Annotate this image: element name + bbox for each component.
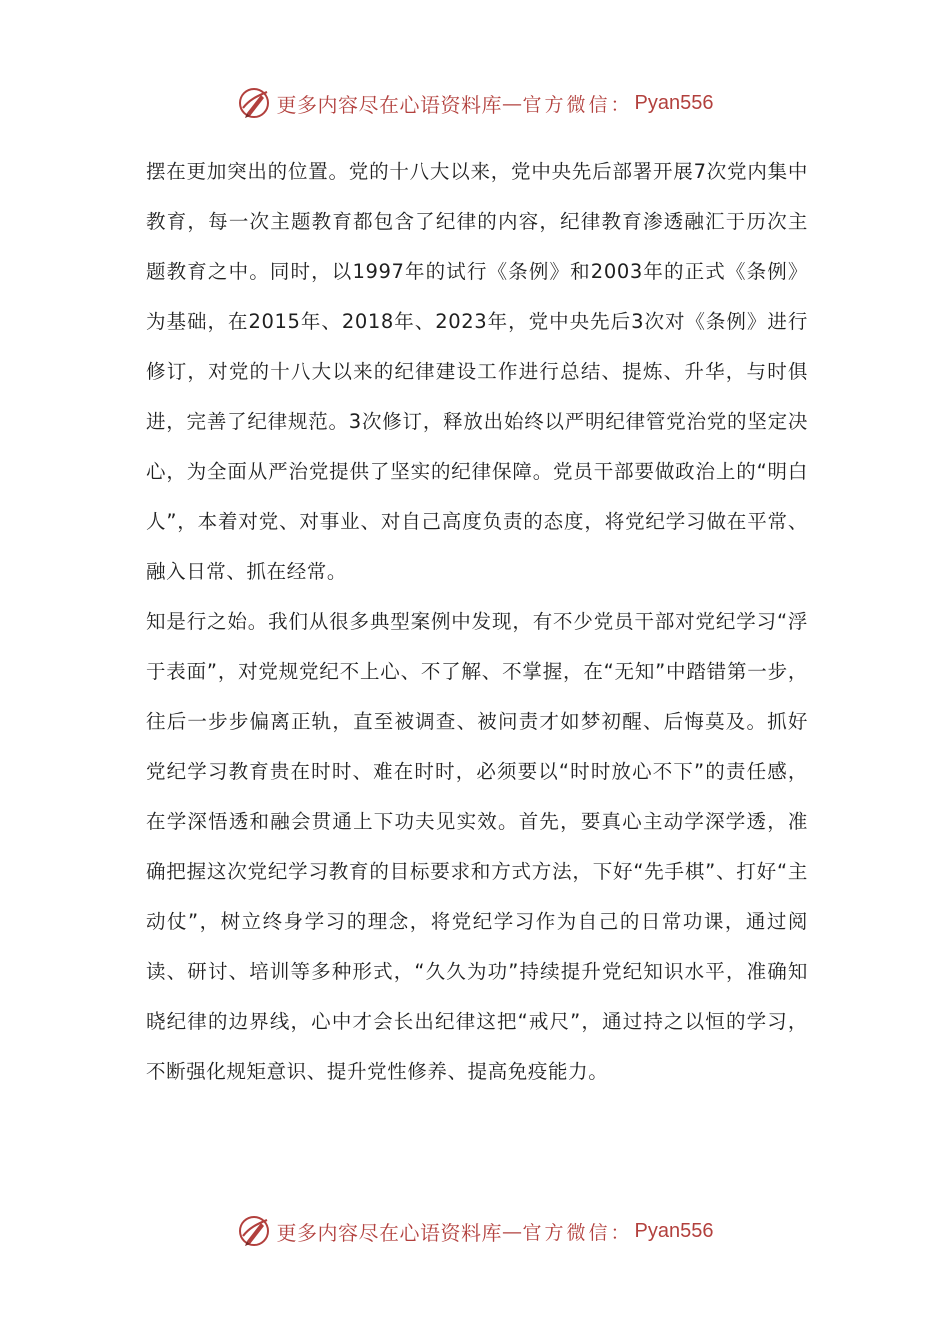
article-body — [146, 147, 808, 1097]
banner-dash: — — [502, 1219, 523, 1243]
pen-logo-icon — [237, 86, 271, 120]
banner-wechat-id: Pyan556 — [634, 1219, 714, 1242]
banner-sub-text: 官方微信： — [522, 93, 633, 116]
banner-wechat-id: Pyan556 — [634, 91, 714, 114]
paragraph-1: 摆在更加突出的位置。党的十八大以来，党中央先后部署开展7次党内集中教育，每一次主题教育都包含了纪律的内容，纪律教育渗透融汇于历次主题教育之中。同时，以1997年的试行《条例》和2003年的正式《条例》为基础，在2015年、2018年、2023年，党中央先后3次对《条例》进行修订，对党的十八大以来的纪律建设工作进行总结、提炼、升华，与时俱进，完善了纪律规范。3次修订，释放出始终以严明纪律管党治党的坚定决心，为全面从严治党提供了坚实的纪律保障。党员干部要做政治上的“明白人”，本着对党、对事业、对自己高度负责的态度，将党纪学习做在平常、融入日常、抓在经常。 — [146, 160, 808, 583]
pen-logo-icon — [237, 1214, 271, 1248]
footer-banner — [0, 1211, 950, 1251]
banner-main-text: 更多内容尽在心语资料库 — [276, 1220, 502, 1245]
header-banner — [0, 83, 950, 123]
paragraph-2: 知是行之始。我们从很多典型案例中发现，有不少党员干部对党纪学习“浮于表面”，对党规党纪不上心、不了解、不掌握，在“无知”中踏错第一步，往后一步步偏离正轨，直至被调查、被问责才如梦初醒、后悔莫及。抓好党纪学习教育贵在时时、难在时时，必须要以“时时放心不下”的责任感，在学深悟透和融会贯通上下功夫见实效。首先，要真心主动学深学透，准确把握这次党纪学习教育的目标要求和方式方法，下好“先手棋”、打好“主动仗”，树立终身学习的理念，将党纪学习作为自己的日常功课，通过阅读、研讨、培训等多种形式，“久久为功”持续提升党纪知识水平，准确知晓纪律的边界线，心中才会长出纪律这把“戒尺”，通过持之以恒的学习，不断强化规矩意识、提升党性修养、提高免疫能力。 — [146, 610, 808, 1083]
banner-dash: — — [502, 91, 523, 115]
banner-main-text: 更多内容尽在心语资料库 — [276, 92, 502, 117]
banner-sub-text: 官方微信： — [522, 1221, 633, 1244]
